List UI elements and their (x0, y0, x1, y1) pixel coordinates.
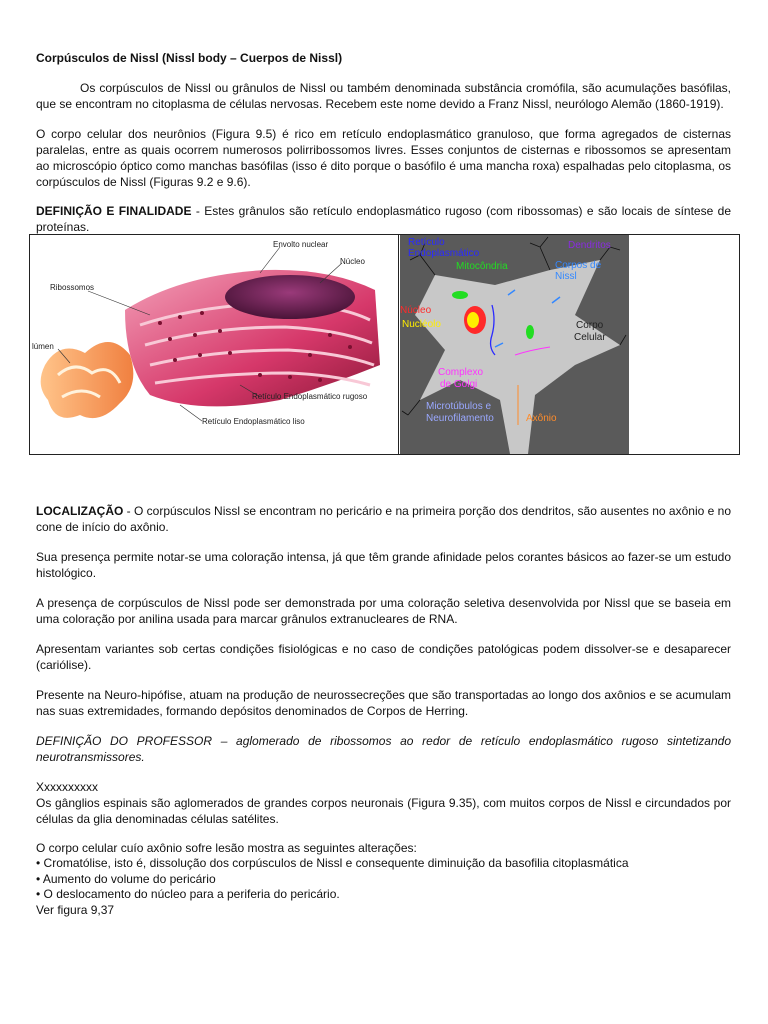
bullet-item: • Cromatólise, isto é, dissolução dos corpúsculos de Nissl e consequente diminuição da basofilia citoplasmática (36, 856, 629, 870)
label-mitocondria: Mitocôndria (456, 261, 508, 272)
mitochondria-shape-1 (452, 291, 468, 299)
definicao-label: DEFINIÇÃO E FINALIDADE (36, 204, 192, 218)
label-golgi: de Golgi (440, 379, 478, 390)
paragraph-localizacao (36, 503, 731, 535)
label-rer: Retículo Endoplasmático rugoso (252, 392, 368, 401)
label-dendritos: Dendritos (568, 240, 611, 251)
bullet-item: • Aumento do volume do pericário (36, 872, 216, 886)
label-corpos: Corpos de (555, 260, 602, 271)
paragraph-neuro-hipofise: Presente na Neuro-hipófise, atuam na produção de neurossecreções que são transportadas ao longo dos axônios e se acumulam nas suas extremidades, formando depósitos denominados de Corpos de Herring. (36, 688, 731, 718)
paragraph-coloracao: A presença de corpúsculos de Nissl pode ser demonstrada por uma coloração seletiva desenvolvida por Nissl que se baseia em uma coloração por anilina usada para marcar grânulos extranucleares de RNA. (36, 596, 731, 626)
neuron-diagram (400, 235, 629, 454)
paragraph-definicao (36, 203, 731, 235)
definicao-text: - Estes grânulos são retículo endoplasmático rugoso (com ribossomas) e são locais de síntese de proteínas. (36, 204, 731, 234)
rel-tubules (41, 342, 134, 418)
label-nucleo-right: Núcleo (400, 305, 432, 316)
paragraph-presenca: Sua presença permite notar-se uma coloração intensa, já que têm grande afinidade pelos corantes básicos ao fazer-se um estudo histológico. (36, 550, 731, 580)
label-celular: Celular (574, 332, 606, 343)
page-title: Corpúsculos de Nissl (Nissl body – Cuerpos de Nissl) (36, 51, 343, 65)
placeholder-line: Xxxxxxxxxx (36, 780, 99, 794)
localizacao-text: - O corpúsculos Nissl se encontram no pericário e na primeira porção dos dendritos, são ausentes no axônio e no cone de início do axônio. (36, 504, 731, 534)
label-nissl: Nissl (555, 271, 577, 282)
paragraph-intro: Os corpúsculos de Nissl ou grânulos de Nissl ou também denominada substância cromófila, são acumulações basófilas, que se encontram no citoplasma de células nervosas. Recebem este nome devido a Franz Nissl, neurólogo Alemão (1860-1919). (36, 81, 731, 111)
label-endoplasmatico: Endoplasmático (408, 248, 480, 259)
label-nucleo: Núcleo (340, 257, 365, 266)
label-nucleolo: Nucléolo (402, 319, 441, 330)
mitochondria-shape-2 (526, 325, 534, 339)
bullet-item: • O deslocamento do núcleo para a periferia do pericário. (36, 887, 340, 901)
label-envolto-nuclear: Envolto nuclear (273, 240, 329, 249)
label-lumen: lúmen (32, 342, 54, 351)
label-ribossomos: Ribossomos (50, 283, 95, 292)
paragraph-corpo-celular: O corpo celular dos neurônios (Figura 9.5) é rico em retículo endoplasmático granuloso, que forma agregados de cisternas paralelas, entre as quais ocorrem numerosos polirribossomos livres. Esses conjuntos de cisternas e ribossomos se apresentam ao microscópio óptico como manchas basófilas (isso é dito porque o basófilo é uma mancha roxa) espalhadas pelo citoplasma, os corpúsculos de Nissl (Figuras 9.2 e 9.6). (36, 127, 731, 189)
label-corpo: Corpo (576, 320, 604, 331)
figure-divider (398, 235, 399, 454)
paragraph-variantes: Apresentam variantes sob certas condições fisiológicas e no caso de condições patológicas podem dissolver-se e desaparecer (cariólise). (36, 642, 731, 672)
paragraph-lesao-intro: O corpo celular cuío axônio sofre lesão mostra as seguintes alterações: (36, 841, 417, 855)
reticulum-illustration (30, 235, 398, 454)
localizacao-label: LOCALIZAÇÃO (36, 504, 124, 518)
label-complexo: Complexo (438, 367, 484, 378)
label-neurofilamento: Neurofilamento (426, 413, 494, 424)
figure-table (29, 234, 740, 455)
label-rel: Retículo Endoplasmático liso (202, 417, 305, 426)
label-axonio: Axônio (526, 413, 557, 424)
paragraph-ganglios: Os gânglios espinais são aglomerados de grandes corpos neuronais (Figura 9.35), com muitos corpos de Nissl e circundados por células da glia denominadas células satélites. (36, 796, 731, 826)
label-microtubulos: Microtúbulos e (426, 401, 492, 412)
paragraph-ver-figura: Ver figura 9,37 (36, 903, 115, 917)
paragraph-definicao-professor: DEFINIÇÃO DO PROFESSOR – aglomerado de ribossomos ao redor de retículo endoplasmático rugoso sintetizando neurotransmissores. (36, 734, 731, 764)
label-reticulo: Retículo (408, 237, 445, 248)
nucleolus-shape (467, 312, 479, 328)
nucleus-shape (225, 275, 355, 319)
